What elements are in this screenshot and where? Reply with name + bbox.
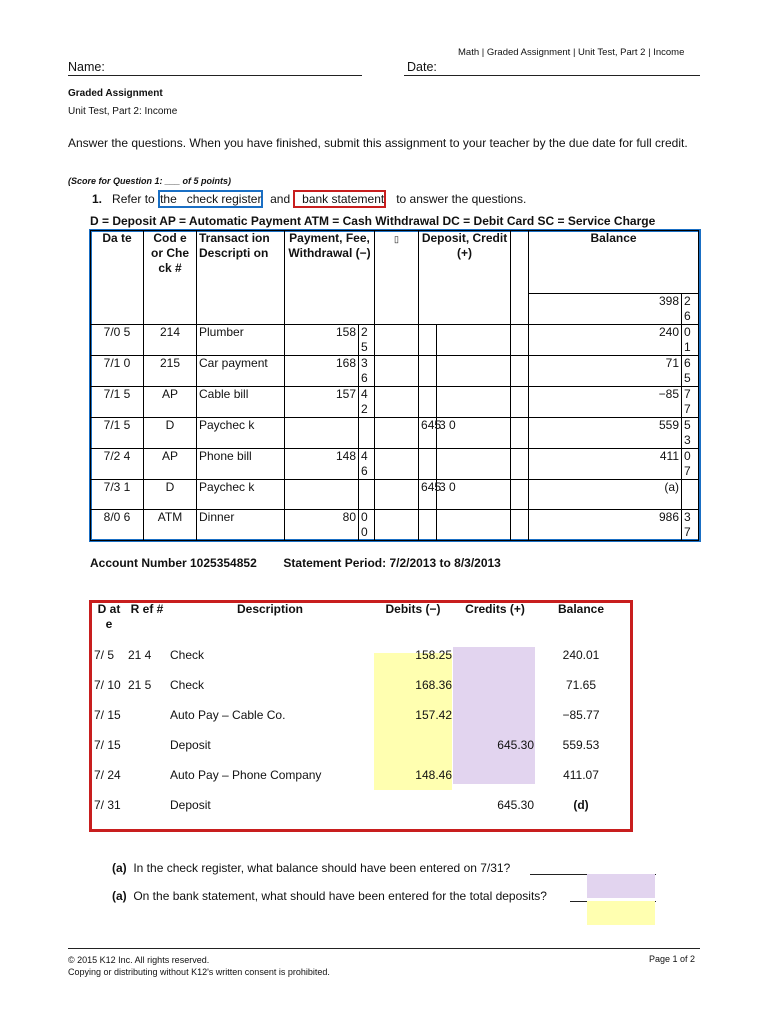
bank-header-description: Description (236, 602, 303, 616)
header-payment: Payment, Fee, Withdrawal (−) (285, 231, 375, 325)
answer-highlight-yellow (587, 901, 655, 925)
reg-payment (285, 480, 359, 510)
bank-credit (454, 708, 536, 738)
bank-date: 7/ 10 (94, 678, 121, 692)
bank-debit (372, 798, 454, 828)
bank-debit (372, 738, 454, 768)
reg-desc: Plumber (197, 325, 285, 356)
reg-blank (511, 510, 529, 541)
question-text: On the bank statement, what should have been entered for the total deposits? (133, 889, 547, 903)
bank-balance: 240.01 (562, 648, 600, 662)
header-description: Transact ion Descripti on (197, 231, 285, 325)
reg-date: 7/1 5 (91, 418, 144, 449)
statement-row (92, 708, 626, 738)
footer-divider (68, 948, 700, 949)
register-row (91, 480, 699, 510)
reg-blank (511, 418, 529, 449)
reg-deposit (419, 387, 437, 418)
bank-debit: 157.42 (415, 708, 452, 722)
header-code: Cod e or Che ck # (144, 231, 197, 325)
reg-balance: 986 (529, 510, 682, 541)
reg-payment-cents (359, 418, 375, 449)
bank-credit (454, 678, 536, 708)
date-label: Date: (407, 60, 437, 74)
assignment-type: Graded Assignment (68, 88, 163, 99)
bank-header-debits: Debits (−) (385, 602, 441, 616)
reg-balance-cents: 7 7 (682, 387, 699, 418)
bank-credit (454, 648, 536, 678)
bank-header-balance: Balance (557, 602, 605, 616)
opening-balance-cents: 2 6 (682, 294, 699, 325)
bank-desc: Check (170, 678, 205, 692)
reg-balance-cents: 3 7 (682, 510, 699, 541)
reg-date: 7/1 0 (91, 356, 144, 387)
bank-debit: 158.25 (415, 648, 452, 662)
question-label: (a) (112, 861, 127, 875)
bank-ref (126, 798, 168, 828)
bank-debit: 168.36 (415, 678, 452, 692)
statement-row (92, 738, 626, 768)
bank-date: 7/ 15 (94, 708, 121, 722)
reg-code: 215 (144, 356, 197, 387)
statement-row (92, 768, 626, 798)
bank-ref (126, 738, 168, 768)
reg-balance: 240 (529, 325, 682, 356)
bank-date: 7/ 5 (94, 648, 115, 662)
reg-payment: 80 (285, 510, 359, 541)
assignment-title: Unit Test, Part 2: Income (68, 106, 178, 117)
reg-date: 7/2 4 (91, 449, 144, 480)
reg-deposit-cents: 3 0 (437, 480, 511, 510)
statement-info: Account Number 1025354852 Statement Period: 7/2/2013 to 8/3/2013 (90, 556, 501, 570)
reg-date: 7/0 5 (91, 325, 144, 356)
register-row (91, 356, 699, 387)
bank-debit: 148.46 (415, 768, 452, 782)
score-note: (Score for Question 1: ___ of 5 points) (68, 176, 232, 186)
reg-blank (511, 356, 529, 387)
reg-payment: 168 (285, 356, 359, 387)
reg-payment (285, 418, 359, 449)
reg-deposit: 645 (419, 480, 437, 510)
header-date: Da te (91, 231, 144, 325)
name-field[interactable] (68, 75, 362, 76)
reg-desc: Phone bill (197, 449, 285, 480)
copy-notice: Copying or distributing without K12's written consent is prohibited. (68, 967, 330, 977)
bank-header-date: D at e (97, 602, 121, 631)
bank-date: 7/ 15 (94, 738, 121, 752)
reg-blank (511, 325, 529, 356)
header-check-mark: ▯ (375, 231, 419, 325)
reg-desc: Paychec k (197, 418, 285, 449)
reg-check (375, 510, 419, 541)
copyright: © 2015 K12 Inc. All rights reserved. (68, 955, 210, 965)
reg-deposit (419, 449, 437, 480)
register-row (91, 510, 699, 541)
question-a-check-register (112, 861, 510, 875)
reg-deposit: 645 (419, 418, 437, 449)
reg-balance-cents (682, 480, 699, 510)
reg-balance: 411 (529, 449, 682, 480)
reg-balance-cents: 0 7 (682, 449, 699, 480)
reg-balance: −85 (529, 387, 682, 418)
reg-code: AP (144, 449, 197, 480)
q1-text-a: Refer to (112, 192, 159, 206)
reg-code: D (144, 480, 197, 510)
reg-deposit (419, 356, 437, 387)
reg-payment: 157 (285, 387, 359, 418)
reg-deposit-cents (437, 449, 511, 480)
reg-deposit (419, 510, 437, 541)
check-register-table (90, 230, 699, 541)
reg-blank (511, 387, 529, 418)
reg-deposit-cents (437, 325, 511, 356)
reg-check (375, 387, 419, 418)
check-register-highlight: the check register (160, 192, 262, 206)
reg-check (375, 418, 419, 449)
header-deposit: Deposit, Credit (+) (419, 231, 511, 325)
reg-desc: Car payment (197, 356, 285, 387)
register-row (91, 418, 699, 449)
question-number: 1. (92, 192, 103, 206)
statement-row (92, 798, 626, 828)
header-balance: Balance (529, 231, 699, 294)
reg-balance: 71 (529, 356, 682, 387)
bank-balance: (d) (573, 798, 589, 812)
reg-balance-cents: 5 3 (682, 418, 699, 449)
q1-text-c: to answer the questions. (386, 192, 527, 206)
bank-ref (126, 768, 168, 798)
reg-balance-cents: 6 5 (682, 356, 699, 387)
bank-date: 7/ 31 (94, 798, 121, 812)
footer-copyright (68, 954, 330, 978)
bank-credit: 645.30 (497, 738, 534, 752)
bank-statement-highlight: bank statement (295, 192, 385, 206)
reg-deposit-cents (437, 510, 511, 541)
bank-credit (454, 768, 536, 798)
course-header: Math | Graded Assignment | Unit Test, Part 2 | Income (458, 47, 685, 58)
reg-blank (511, 449, 529, 480)
bank-header-credits: Credits (+) (465, 602, 525, 616)
reg-deposit (419, 325, 437, 356)
bank-statement-table (92, 602, 626, 828)
bank-balance: 559.53 (562, 738, 600, 752)
reg-check (375, 356, 419, 387)
opening-balance: 398 (529, 294, 682, 325)
reg-deposit-cents (437, 356, 511, 387)
statement-row (92, 678, 626, 708)
reg-date: 7/3 1 (91, 480, 144, 510)
instructions: Answer the questions. When you have finished, submit this assignment to your teacher by the due date for full credit. (68, 136, 688, 150)
reg-payment-cents: 4 2 (359, 387, 375, 418)
bank-balance: −85.77 (562, 708, 600, 722)
reg-payment: 158 (285, 325, 359, 356)
bank-balance: 71.65 (565, 678, 597, 692)
bank-desc: Auto Pay – Phone Company (170, 768, 322, 782)
bank-ref: 21 5 (128, 678, 152, 692)
reg-deposit-cents: 3 0 (437, 418, 511, 449)
register-row (91, 449, 699, 480)
bank-header-ref: R ef # (130, 602, 164, 616)
question-1 (92, 192, 526, 206)
reg-payment-cents: 2 5 (359, 325, 375, 356)
bank-desc: Deposit (170, 798, 211, 812)
header-blank (511, 231, 529, 325)
bank-desc: Auto Pay – Cable Co. (170, 708, 286, 722)
reg-code: 214 (144, 325, 197, 356)
reg-check (375, 325, 419, 356)
register-row (91, 325, 699, 356)
code-legend: D = Deposit AP = Automatic Payment ATM = Cash Withdrawal DC = Debit Card SC = Service Charge (90, 214, 656, 228)
reg-blank (511, 480, 529, 510)
question-a-total-deposits (112, 889, 547, 903)
statement-row (92, 648, 626, 678)
reg-payment-cents: 3 6 (359, 356, 375, 387)
bank-ref (126, 708, 168, 738)
reg-payment-cents (359, 480, 375, 510)
page-number: Page 1 of 2 (649, 954, 696, 964)
bank-date: 7/ 24 (94, 768, 121, 782)
reg-balance: 559 (529, 418, 682, 449)
bank-desc: Check (170, 648, 205, 662)
reg-check (375, 449, 419, 480)
reg-date: 8/0 6 (91, 510, 144, 541)
register-row (91, 387, 699, 418)
reg-payment-cents: 0 0 (359, 510, 375, 541)
reg-balance: (a) (529, 480, 682, 510)
reg-code: ATM (144, 510, 197, 541)
reg-desc: Paychec k (197, 480, 285, 510)
question-label: (a) (112, 889, 127, 903)
name-label: Name: (68, 60, 105, 74)
reg-date: 7/1 5 (91, 387, 144, 418)
q1-text-b: and (263, 192, 294, 206)
reg-deposit-cents (437, 387, 511, 418)
reg-desc: Dinner (197, 510, 285, 541)
bank-ref: 21 4 (128, 648, 152, 662)
reg-code: D (144, 418, 197, 449)
answer-highlight-purple (587, 874, 655, 898)
reg-desc: Cable bill (197, 387, 285, 418)
question-text: In the check register, what balance should have been entered on 7/31? (133, 861, 511, 875)
reg-balance-cents: 0 1 (682, 325, 699, 356)
bank-balance: 411.07 (563, 768, 599, 782)
bank-desc: Deposit (170, 738, 211, 752)
date-field[interactable] (404, 75, 700, 76)
reg-check (375, 480, 419, 510)
reg-payment: 148 (285, 449, 359, 480)
reg-code: AP (144, 387, 197, 418)
reg-payment-cents: 4 6 (359, 449, 375, 480)
bank-credit: 645.30 (497, 798, 534, 812)
